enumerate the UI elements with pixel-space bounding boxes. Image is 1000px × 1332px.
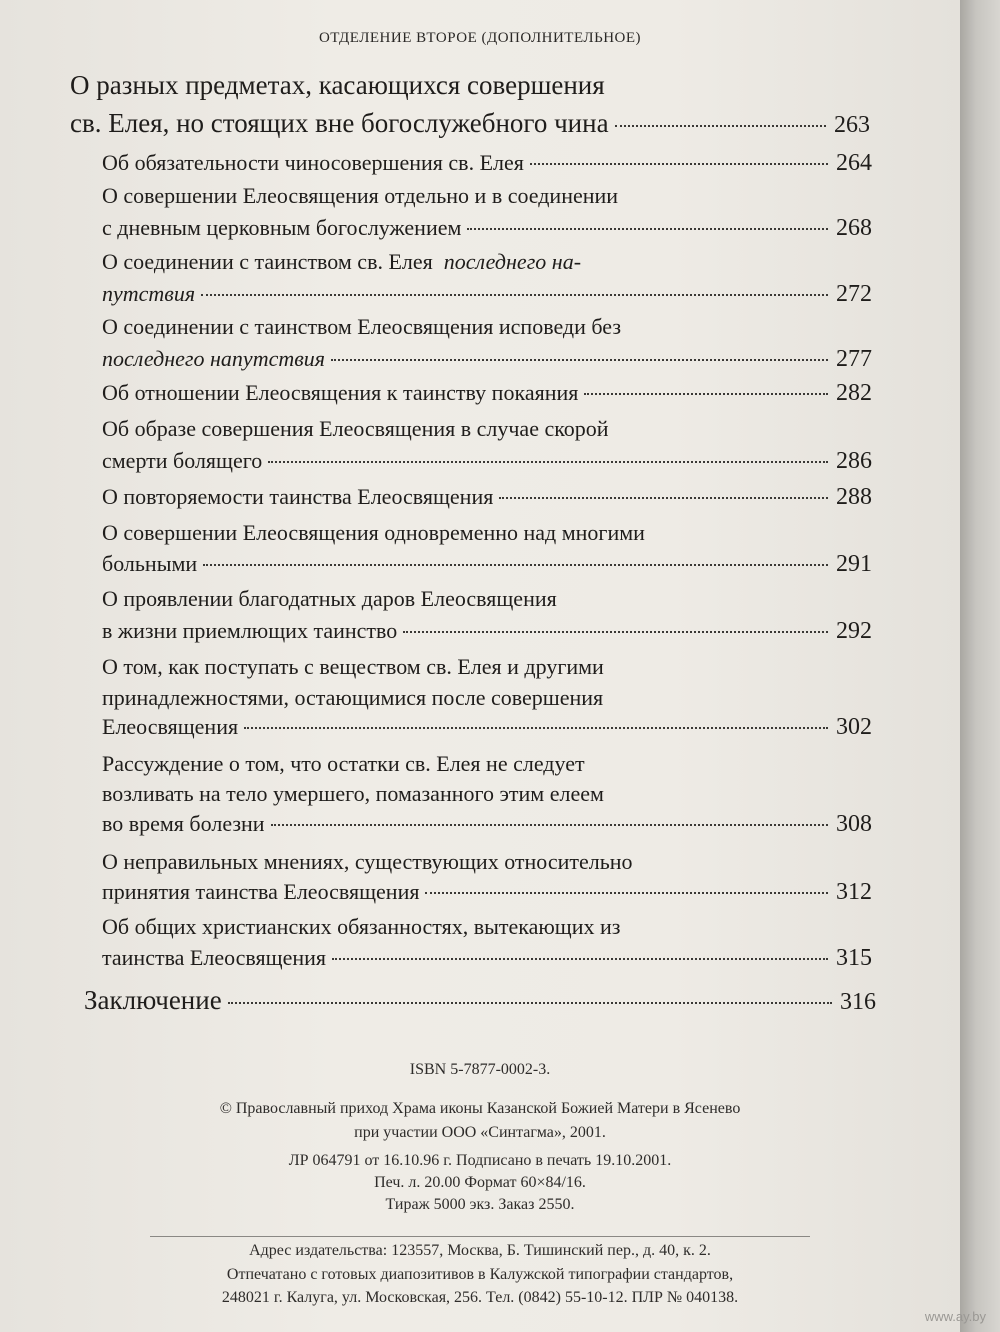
toc-entry-title: Об общих христианских обязанностях, вытекающих из [102,914,621,939]
printer-info: 248021 г. Калуга, ул. Московская, 256. Тел. (0842) 55-10-12. ПЛР № 040138. [221,1289,739,1306]
toc-entry-line [70,108,870,139]
toc-entry-title: в жизни приемлющих таинство [102,618,398,643]
toc-page-number: 263 [834,112,870,138]
toc-entry-title: О разных предметах, касающихся совершения [70,70,605,100]
leader-dots [584,393,828,395]
toc-entry-line [102,849,633,875]
toc-entry-line [102,150,872,177]
toc-entry-title: О том, как поступать с веществом св. Елея и другими [102,654,604,679]
leader-dots [615,125,826,127]
toc-entry-line [102,685,603,711]
toc-entry-line [102,281,872,308]
leader-dots [331,359,828,361]
publication-details: Тираж 5000 экз. Заказ 2550. [385,1196,575,1213]
leader-dots [467,228,828,230]
toc-entry-line [102,380,872,407]
leader-dots [268,461,828,463]
publisher-address: Адрес издательства: 123557, Москва, Б. Тишинский пер., д. 40, к. 2. [249,1242,711,1259]
toc-entry-title: принятия таинства Елеосвящения [102,879,420,904]
leader-dots [201,294,828,296]
copyright-line: при участии ООО «Синтагма», 2001. [354,1124,606,1141]
toc-entry-title: с дневным церковным богослужением [102,215,462,240]
toc-entry-title: О совершении Елеосвящения отдельно и в соединении [102,183,619,208]
toc-entry-title: во время болезни [102,811,265,836]
running-header: ОТДЕЛЕНИЕ ВТОРОЕ (ДОПОЛНИТЕЛЬНОЕ) [318,30,642,46]
toc-entry-line [102,314,621,340]
toc-entry-line [102,714,872,741]
toc-entry-title: принадлежностями, остающимися после совершения [102,685,604,710]
toc-entry-title-italic: последнего на- [443,249,582,274]
toc-entry-line [102,215,872,242]
toc-entry-line [102,346,872,373]
toc-page-number: 286 [836,448,872,474]
toc-entry-title: Елеосвящения [102,714,239,739]
publication-details: Печ. л. 20.00 Формат 60×84/16. [374,1174,586,1191]
toc-entry-line [102,811,872,838]
toc-entry-title: О проявлении благодатных даров Елеосвящения [102,586,557,611]
watermark: www.ay.by [924,1309,986,1324]
toc-entry-title: возливать на тело умершего, помазанного этим елеем [102,781,604,806]
toc-entry-line [102,484,872,511]
toc-entry-title: Об образе совершения Елеосвящения в случае скорой [102,416,609,441]
leader-dots [228,1002,832,1004]
toc-page-number: 291 [836,551,872,577]
toc-entry-line [102,751,585,777]
toc-entry-line [102,183,618,209]
toc-entry-line [102,551,872,578]
toc-entry-line [102,914,620,940]
leader-dots [499,497,828,499]
leader-dots [271,824,828,826]
copyright-line: © Православный приход Храма иконы Казанской Божией Матери в Ясенево [219,1100,741,1117]
toc-entry-line [102,586,557,612]
toc-entry-title-italic: последнего напутствия [102,346,326,371]
leader-dots [403,631,828,633]
toc-page-number: 315 [836,945,872,971]
toc-page-number: 302 [836,714,872,740]
page-edge [960,0,1000,1332]
leader-dots [530,163,828,165]
toc-page-number: 268 [836,215,872,241]
leader-dots [244,727,828,729]
leader-dots [425,892,828,894]
toc-entry-line [102,618,872,645]
toc-page-number: 288 [836,484,872,510]
leader-dots [332,958,828,960]
toc-page-number: 272 [836,281,872,307]
toc-entry-title: О соединении с таинством Елеосвящения исповеди без [102,314,622,339]
leader-dots [203,564,828,566]
printer-info: Отпечатано с готовых диапозитивов в Калужской типографии стандартов, [226,1266,734,1283]
toc-entry-line [102,520,645,546]
toc-page-number: 308 [836,811,872,837]
isbn: ISBN 5-7877-0002-3. [409,1061,551,1078]
toc-entry-title: О неправильных мнениях, существующих относительно [102,849,633,874]
toc-page-number: 292 [836,618,872,644]
toc-page-number: 282 [836,380,872,406]
toc-entry-line [102,448,872,475]
toc-entry-title: таинства Елеосвящения [102,945,327,970]
toc-entry-title: Об обязательности чиносовершения св. Елея [102,150,524,175]
toc-entry-line [102,945,872,972]
toc-entry-line [102,249,581,275]
toc-entry-line [102,781,604,807]
toc-page-number: 264 [836,150,872,176]
toc-page-number: 312 [836,879,872,905]
publication-details: ЛР 064791 от 16.10.96 г. Подписано в печать 19.10.2001. [288,1152,672,1169]
toc-entry-title: О повторяемости таинства Елеосвящения [102,484,494,509]
toc-entry-line [102,879,872,906]
toc-entry-title: больными [102,551,198,576]
toc-entry-title: св. Елея, но стоящих вне богослужебного чина [70,108,609,138]
toc-entry-title: О соединении с таинством св. Елея [102,249,433,274]
toc-entry-title: смерти болящего [102,448,263,473]
toc-entry-line [102,654,604,680]
toc-entry-title: Заключение [84,985,222,1015]
toc-entry-line [102,416,609,442]
toc-page-number: 277 [836,346,872,372]
divider [150,1236,810,1237]
toc-page-number: 316 [840,989,876,1015]
toc-entry-title-italic: путствия [102,281,196,306]
toc-entry-title: О совершении Елеосвящения одновременно над многими [102,520,645,545]
toc-entry-line [84,985,876,1016]
toc-entry-line [70,70,605,101]
toc-entry-title: Рассуждение о том, что остатки св. Елея не следует [102,751,585,776]
toc-entry-title: Об отношении Елеосвящения к таинству покаяния [102,380,579,405]
